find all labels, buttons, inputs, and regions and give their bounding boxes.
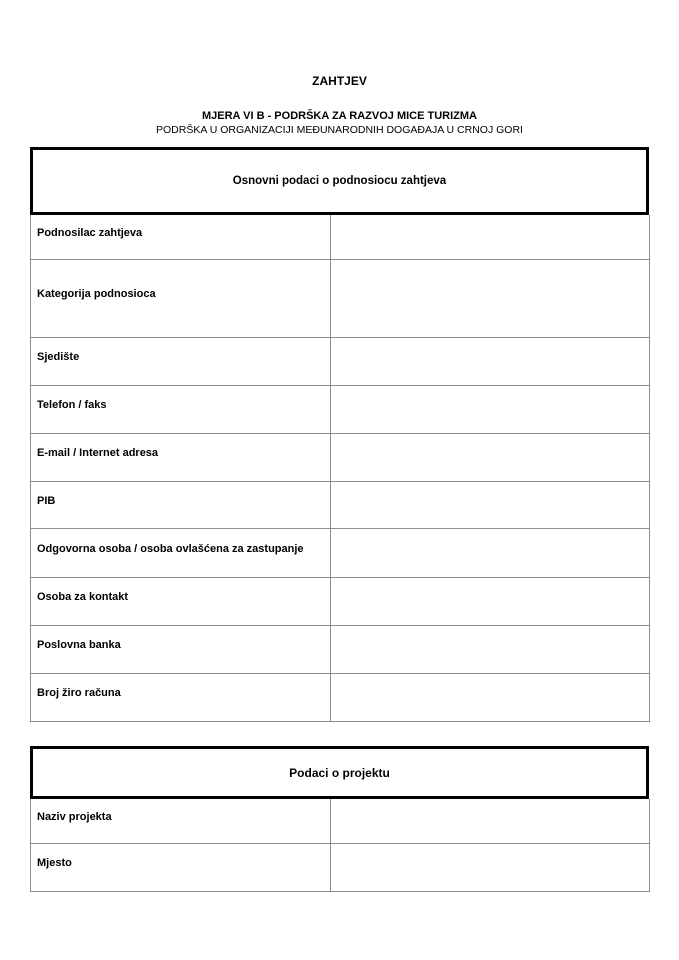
table-row: [31, 433, 650, 481]
project-data-section: [30, 746, 649, 892]
table-row: [31, 481, 650, 528]
responsible-person-field[interactable]: [331, 528, 650, 577]
table-row: [31, 799, 650, 843]
table-row: [31, 843, 650, 891]
table-row: [31, 528, 650, 577]
table-row: [31, 385, 650, 433]
applicant-name-label: Podnosilac zahtjeva: [31, 215, 331, 259]
responsible-person-label: Odgovorna osoba / osoba ovlašćena za zastupanje: [31, 528, 331, 577]
location-field[interactable]: [331, 843, 650, 891]
business-bank-field[interactable]: [331, 625, 650, 673]
document-title: ZAHTJEV: [312, 74, 367, 88]
table-row: [31, 337, 650, 385]
table-row: [31, 673, 650, 721]
document-subtitle: MJERA VI B - PODRŠKA ZA RAZVOJ MICE TURIZMA: [201, 110, 477, 122]
applicant-category-label: Kategorija podnosioca: [31, 259, 331, 337]
project-data-table: [30, 799, 650, 892]
contact-person-field[interactable]: [331, 577, 650, 625]
contact-person-label: Osoba za kontakt: [31, 577, 331, 625]
applicant-section-heading: Osnovni podaci o podnosiocu zahtjeva: [30, 147, 649, 215]
project-section-heading: Podaci o projektu: [30, 746, 649, 799]
project-name-label: Naziv projekta: [31, 799, 331, 843]
headquarters-field[interactable]: [331, 337, 650, 385]
applicant-data-section: [30, 147, 649, 722]
applicant-name-field[interactable]: [331, 215, 650, 259]
applicant-data-table: [30, 215, 650, 722]
location-label: Mjesto: [31, 843, 331, 891]
pib-label: PIB: [31, 481, 331, 528]
table-row: [31, 215, 650, 259]
project-name-field[interactable]: [331, 799, 650, 843]
phone-fax-field[interactable]: [331, 385, 650, 433]
headquarters-label: Sjedište: [31, 337, 331, 385]
account-number-label: Broj žiro računa: [31, 673, 331, 721]
applicant-category-field[interactable]: [331, 259, 650, 337]
table-row: [31, 625, 650, 673]
email-website-label: E-mail / Internet adresa: [31, 433, 331, 481]
account-number-field[interactable]: [331, 673, 650, 721]
business-bank-label: Poslovna banka: [31, 625, 331, 673]
table-row: [31, 259, 650, 337]
table-row: [31, 577, 650, 625]
document-subtitle-secondary: PODRŠKA U ORGANIZACIJI MEĐUNARODNIH DOGAĐAJA U CRNOJ GORI: [156, 124, 523, 136]
email-website-field[interactable]: [331, 433, 650, 481]
pib-field[interactable]: [331, 481, 650, 528]
phone-fax-label: Telefon / faks: [31, 385, 331, 433]
